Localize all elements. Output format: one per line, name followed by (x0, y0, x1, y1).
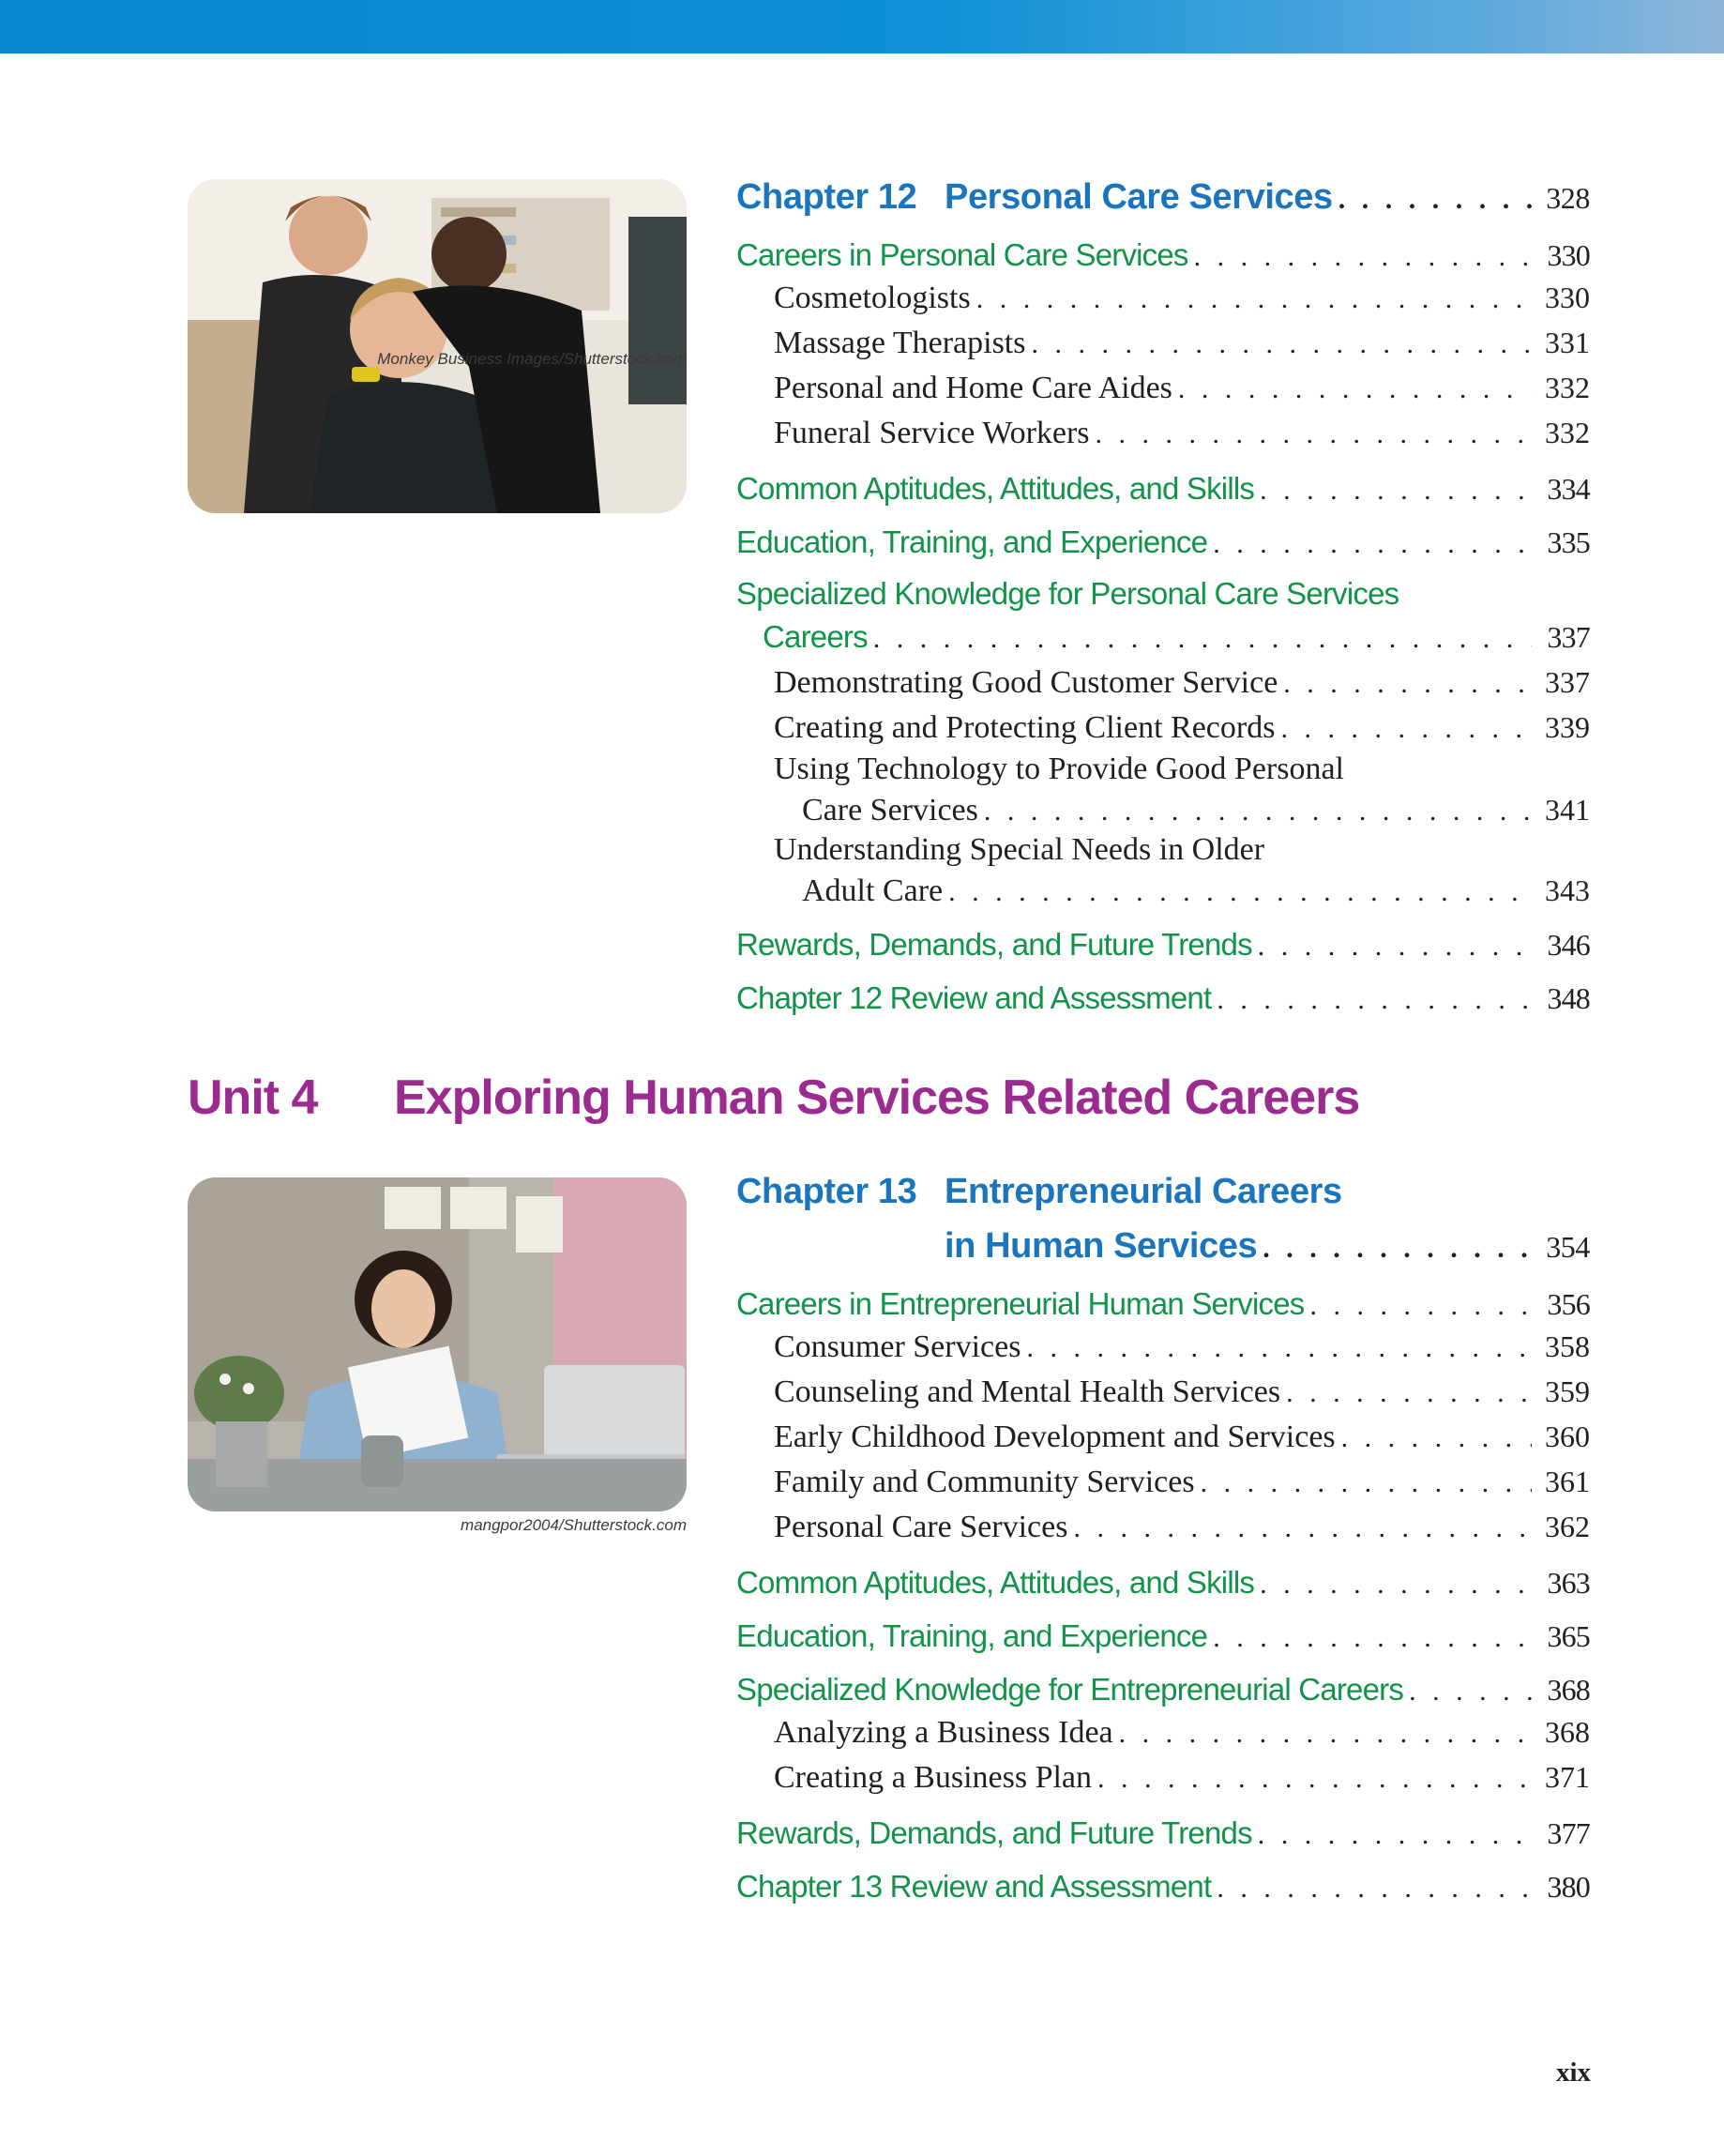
toc-subentry[interactable] (736, 410, 1590, 455)
dot-leader (1096, 412, 1532, 457)
dot-leader (1409, 1665, 1532, 1718)
toc-entry[interactable] (736, 1663, 1590, 1709)
toc-subentry-continued[interactable] (736, 789, 1590, 830)
page-number: 368 (1547, 1673, 1590, 1707)
toc-subentry[interactable] (736, 830, 1590, 870)
entry-label: Chapter 12 Review and Assessment (736, 980, 1212, 1015)
entry-label: Careers (763, 619, 868, 654)
unit-number: Unit 4 (188, 1070, 318, 1125)
dot-leader (1258, 920, 1532, 973)
page-number: 377 (1547, 1816, 1590, 1850)
chapter-title: Entrepreneurial Careers (945, 1172, 1342, 1211)
dot-leader (1097, 1756, 1532, 1801)
entry-label: Analyzing a Business Idea (774, 1715, 1113, 1750)
toc-entry[interactable] (736, 1278, 1590, 1324)
page-number: 334 (1547, 472, 1590, 506)
entry-label: Early Childhood Development and Services (774, 1420, 1336, 1454)
entry-label: Education, Training, and Experience (736, 1618, 1208, 1653)
toc-entry[interactable] (736, 1807, 1590, 1853)
toc-entry[interactable] (736, 516, 1590, 562)
page-number: 363 (1547, 1566, 1590, 1600)
toc-subentry[interactable] (736, 660, 1590, 705)
entry-label: Common Aptitudes, Attitudes, and Skills (736, 1565, 1255, 1600)
page-number: 362 (1545, 1510, 1590, 1543)
toc-subentry[interactable] (736, 1459, 1590, 1504)
dot-leader (1217, 974, 1532, 1026)
entry-label: Consumer Services (774, 1329, 1021, 1364)
page-number: 359 (1545, 1374, 1590, 1408)
dot-leader (1260, 1558, 1532, 1611)
entry-label: Creating a Business Plan (774, 1760, 1093, 1795)
entry-label: Careers in Personal Care Services (736, 237, 1188, 272)
toc-subentry-continued[interactable] (736, 870, 1590, 911)
chapter-heading-continued[interactable] (736, 1222, 1590, 1270)
dot-leader (1031, 322, 1532, 367)
dot-leader (1283, 661, 1532, 706)
entry-label: Funeral Service Workers (774, 416, 1090, 450)
page-folio: xix (1555, 2057, 1591, 2088)
dot-leader (1263, 1224, 1532, 1273)
entry-label: Counseling and Mental Health Services (774, 1374, 1281, 1409)
dot-leader (1073, 1506, 1532, 1551)
page-number: 330 (1547, 238, 1590, 272)
entry-label: Education, Training, and Experience (736, 524, 1208, 559)
entry-label: Rewards, Demands, and Future Trends (736, 1815, 1252, 1850)
toc-subentry[interactable] (736, 1324, 1590, 1369)
page-number: 360 (1545, 1420, 1590, 1453)
entry-label: Creating and Protecting Client Records (774, 710, 1276, 745)
dot-leader (1280, 706, 1532, 752)
toc-entry[interactable] (736, 569, 1590, 615)
toc-entry[interactable] (736, 1610, 1590, 1656)
toc-entry[interactable] (736, 1556, 1590, 1602)
dot-leader (1341, 1416, 1532, 1461)
page-number: 330 (1545, 281, 1590, 314)
dot-leader (1194, 231, 1532, 283)
toc-subentry[interactable] (736, 705, 1590, 750)
page-number: 358 (1545, 1329, 1590, 1363)
entry-label: Care Services (802, 793, 978, 827)
page-number: 368 (1545, 1715, 1590, 1749)
chapter-12-toc (736, 173, 1590, 1018)
page-number: 335 (1547, 525, 1590, 559)
toc-subentry[interactable] (736, 320, 1590, 365)
dot-leader (1309, 1280, 1532, 1332)
barber-photo (188, 179, 687, 513)
page-number: 341 (1545, 793, 1590, 827)
page-number: 348 (1547, 981, 1590, 1015)
header-color-band (0, 0, 1724, 53)
chapter-number: Chapter 12 (736, 177, 917, 217)
dot-leader (1260, 464, 1532, 517)
chapter-heading[interactable] (736, 173, 1590, 221)
page-number: 361 (1545, 1465, 1590, 1498)
dot-leader (1213, 518, 1532, 570)
dot-leader (976, 277, 1532, 322)
unit-heading (188, 1070, 1359, 1126)
toc-entry[interactable] (736, 1860, 1590, 1906)
unit-title: Exploring Human Services Related Careers (394, 1070, 1360, 1125)
entry-label: Massage Therapists (774, 326, 1026, 360)
entry-label: Chapter 13 Review and Assessment (736, 1869, 1212, 1904)
toc-subentry[interactable] (736, 365, 1590, 410)
chapter-13-toc (736, 1167, 1590, 1906)
toc-subentry[interactable] (736, 1504, 1590, 1549)
entry-label: Specialized Knowledge for Personal Care Services (736, 576, 1399, 611)
page-number: 337 (1547, 620, 1590, 654)
entry-label: Using Technology to Provide Good Personal (774, 752, 1344, 786)
chapter-title: Personal Care Services (945, 177, 1333, 217)
page-number: 331 (1545, 326, 1590, 359)
page-number: 346 (1547, 928, 1590, 962)
dot-leader (984, 791, 1532, 832)
toc-entry[interactable] (736, 972, 1590, 1018)
dot-leader (1213, 1612, 1532, 1664)
entry-label: Common Aptitudes, Attitudes, and Skills (736, 471, 1255, 506)
photo-credit: mangpor2004/Shutterstock.com (461, 1516, 687, 1534)
entry-label: Family and Community Services (774, 1465, 1195, 1499)
dot-leader (1217, 1862, 1532, 1915)
entry-label: Demonstrating Good Customer Service (774, 665, 1278, 700)
dot-leader (873, 616, 1532, 661)
photo-credit: Monkey Business Images/Shutterstock.com (377, 350, 687, 368)
page-number: 380 (1547, 1870, 1590, 1904)
toc-entry[interactable] (736, 229, 1590, 275)
toc-entry[interactable] (736, 463, 1590, 509)
entry-label: Understanding Special Needs in Older (774, 832, 1265, 867)
entry-label: Cosmetologists (774, 281, 971, 315)
page-number: 354 (1546, 1230, 1590, 1264)
page-number: 371 (1545, 1760, 1590, 1794)
dot-leader (1178, 367, 1532, 412)
dot-leader (1026, 1326, 1532, 1371)
page-number: 328 (1546, 181, 1590, 215)
toc-subentry[interactable] (736, 1369, 1590, 1414)
dot-leader (1286, 1371, 1532, 1416)
entry-label: Specialized Knowledge for Entrepreneurial Careers (736, 1672, 1404, 1707)
entry-label: Personal and Home Care Aides (774, 371, 1172, 405)
entry-label: Careers in Entrepreneurial Human Services (736, 1286, 1305, 1321)
entry-label: Adult Care (802, 873, 944, 908)
toc-subentry[interactable] (736, 750, 1590, 789)
entrepreneur-photo (188, 1177, 687, 1511)
dot-leader (1119, 1711, 1532, 1756)
page-number: 332 (1545, 371, 1590, 404)
page-number: 337 (1545, 665, 1590, 699)
toc-subentry[interactable] (736, 1414, 1590, 1459)
chapter-heading[interactable] (736, 1167, 1590, 1222)
dot-leader (948, 872, 1532, 913)
entry-label: Rewards, Demands, and Future Trends (736, 927, 1252, 962)
page-number: 339 (1545, 710, 1590, 744)
entry-label: Personal Care Services (774, 1510, 1068, 1544)
page-number: 343 (1545, 873, 1590, 907)
page-number: 365 (1547, 1619, 1590, 1653)
chapter-title: in Human Services (945, 1226, 1258, 1266)
toc-subentry[interactable] (736, 1754, 1590, 1799)
page-number: 332 (1545, 416, 1590, 449)
dot-leader (1338, 175, 1532, 224)
dot-leader (1258, 1809, 1532, 1861)
toc-entry-continued[interactable] (736, 615, 1590, 660)
page-number: 356 (1547, 1287, 1590, 1321)
toc-subentry[interactable] (736, 1709, 1590, 1754)
toc-subentry[interactable] (736, 275, 1590, 320)
toc-entry[interactable] (736, 919, 1590, 964)
chapter-number: Chapter 13 (736, 1172, 917, 1211)
dot-leader (1201, 1461, 1532, 1506)
